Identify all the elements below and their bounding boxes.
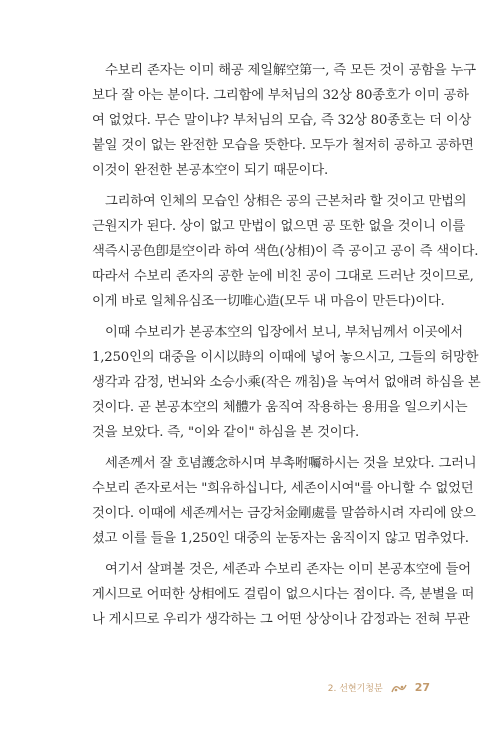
paragraph-5: [92, 557, 475, 632]
text-line: 근원지가 된다. 상이 없고 만법이 없으면 공 또한 없을 것이니 이를: [92, 219, 466, 234]
chapter-label: 2. 선현기청분: [327, 684, 383, 694]
text-line: 따라서 수보리 존자의 공한 눈에 비친 공이 그대로 드러난 것이므로,: [92, 269, 474, 284]
text-line: 이것이 완전한 본공本空이 되기 때문이다.: [92, 163, 328, 178]
paragraph-3: [92, 320, 481, 445]
paragraph-2: [92, 189, 479, 314]
text-line: 것이다. 이때에 세존께서는 금강처金剛處를 말씀하시려 자리에 앉으: [92, 506, 476, 521]
text-line: 여 없었다. 무슨 말이냐? 부처님의 모습, 즉 32상 80종호는 더 이상: [92, 113, 472, 128]
text-line: 붙일 것이 없는 완전한 모습을 뜻한다. 모두가 철저히 공하고 공하면: [92, 138, 474, 153]
text-line: 것이다. 곧 본공本空의 체體가 움직여 작용하는 용用을 일으키시는: [92, 400, 468, 415]
paragraph-1: [92, 58, 476, 183]
text-line: 세존께서 잘 호념護念하시며 부촉咐囑하시는 것을 보았다. 그러니: [105, 456, 477, 471]
text-line: 수보리 존자로서는 "희유하십니다, 세존이시여"를 아니할 수 없었던: [92, 481, 474, 496]
text-line: 이때 수보리가 본공本空의 입장에서 보니, 부처님께서 이곳에서: [105, 325, 463, 340]
text-line: 1,250인의 대중을 이시以時의 이때에 넣어 놓으시고, 그들의 허망한: [92, 350, 479, 365]
text-line: 보다 잘 아는 분이다. 그리함에 부처님의 32상 80종호가 이미 공하: [92, 88, 469, 103]
page-footer: [328, 681, 430, 694]
body-text: [92, 58, 481, 638]
text-line: 이게 바로 일체유심조一切唯心造(모두 내 마음이 만든다)이다.: [92, 294, 445, 309]
text-line: 것을 보았다. 즉, "이와 같이" 하심을 본 것이다.: [92, 425, 360, 440]
text-line: 게시므로 어떠한 상相에도 걸림이 없으시다는 점이다. 즉, 분별을 떠: [92, 587, 475, 602]
decorative-flourish-icon: [391, 682, 407, 694]
text-line: 나 게시므로 우리가 생각하는 그 어떤 상상이나 감정과는 전혀 무관: [92, 612, 470, 627]
page-number: 27: [414, 681, 430, 694]
text-line: 수보리 존자는 이미 해공 제일解空第一, 즉 모든 것이 공함을 누구: [105, 63, 476, 78]
text-line: 여기서 살펴볼 것은, 세존과 수보리 존자는 이미 본공本空에 들어: [105, 562, 471, 577]
text-line: 셨고 이를 들을 1,250인 대중의 눈동자는 움직이지 않고 멈추었다.: [92, 531, 469, 546]
paragraph-4: [92, 451, 477, 551]
text-line: 생각과 감정, 번뇌와 소승小乘(작은 깨침)을 녹여서 없애려 하심을 본: [92, 375, 481, 390]
text-line: 그리하여 인체의 모습인 상相은 공의 근본처라 할 것이고 만법의: [105, 194, 467, 209]
text-line: 색즉시공色卽是空이라 하여 색色(상相)이 즉 공이고 공이 즉 색이다.: [92, 244, 479, 259]
